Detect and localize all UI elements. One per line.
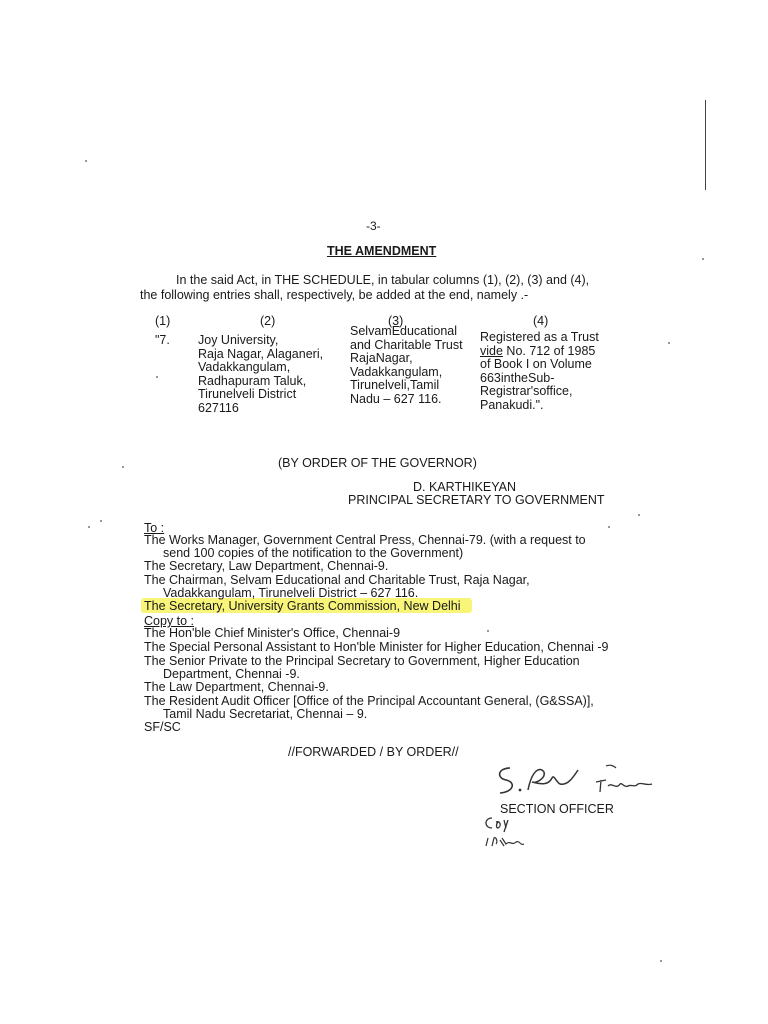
signatory-designation: PRINCIPAL SECRETARY TO GOVERNMENT xyxy=(348,493,605,507)
intro-line-1: In the said Act, in THE SCHEDULE, in tabular columns (1), (2), (3) and (4), xyxy=(176,273,590,287)
registration-text: No. 712 of 1985 xyxy=(502,343,596,358)
recipient-line: send 100 copies of the notification to the Government) xyxy=(163,546,464,560)
order-line: (BY ORDER OF THE GOVERNOR) xyxy=(278,456,477,470)
registration-line xyxy=(480,372,603,386)
trust-line: Vadakkangulam, xyxy=(350,364,443,379)
document-title: THE AMENDMENT xyxy=(327,244,437,258)
entry-institution xyxy=(198,334,323,415)
registration-line: of Book I on Volume xyxy=(480,357,592,371)
trust-line xyxy=(350,379,470,393)
institution-line: Radhapuram Taluk, xyxy=(198,373,307,388)
copy-line: The Law Department, Chennai-9. xyxy=(144,680,329,694)
column-3-header: (3) xyxy=(388,314,404,328)
registration-word: the xyxy=(510,370,528,385)
recipient-line: The Secretary, Law Department, Chennai-9. xyxy=(144,559,389,573)
trust-word: Educational xyxy=(391,324,458,338)
vide-word: vide xyxy=(480,343,503,358)
institution-line: Joy University, xyxy=(198,333,279,347)
registration-line: Panakudi.". xyxy=(480,397,544,412)
forwarded-line: //FORWARDED / BY ORDER// xyxy=(288,745,459,759)
registration-word: in xyxy=(500,370,511,385)
copy-to-heading: Copy to : xyxy=(144,614,195,628)
copy-line: Department, Chennai -9. xyxy=(163,667,300,681)
copy-line: SF/SC xyxy=(144,720,181,734)
copy-line: The Special Personal Assistant to Hon'ble Minister for Higher Education, Chennai -9 xyxy=(144,640,609,654)
column-4-header: (4) xyxy=(533,314,549,328)
trust-line xyxy=(350,325,470,339)
to-heading: To : xyxy=(144,521,165,535)
trust-word: Raja xyxy=(350,351,376,365)
institution-line: Tirunelveli District xyxy=(198,387,297,401)
trust-word: Tirunelveli, xyxy=(350,378,410,392)
column-1-header: (1) xyxy=(155,314,171,328)
trust-line xyxy=(350,352,470,366)
copy-line: Tamil Nadu Secretariat, Chennai – 9. xyxy=(163,707,368,721)
registration-line xyxy=(480,385,603,399)
signatory-name: D. KARTHIKEYAN xyxy=(413,480,517,494)
trust-word: Tamil xyxy=(409,378,440,392)
trust-word: Selvam xyxy=(350,324,392,338)
trust-word: Nagar, xyxy=(375,351,413,365)
registration-line xyxy=(480,345,603,359)
trust-line: and Charitable Trust xyxy=(350,337,463,352)
copy-line: The Hon'ble Chief Minister's Office, Chennai-9 xyxy=(144,626,401,640)
entry-trust xyxy=(350,325,470,406)
institution-line: Vadakkangulam, xyxy=(198,360,291,374)
page-number: -3- xyxy=(366,219,381,233)
registration-line: Registered as a Trust xyxy=(480,330,599,344)
column-2-header: (2) xyxy=(260,314,276,328)
registration-word: 663 xyxy=(480,370,501,385)
entry-serial: "7. xyxy=(155,333,170,347)
copy-line: The Resident Audit Officer [Office of the Principal Accountant General, (G&SSA)], xyxy=(144,694,594,708)
section-officer-label: SECTION OFFICER xyxy=(500,802,614,816)
institution-line: Raja Nagar, Alaganeri, xyxy=(198,346,324,361)
recipient-line: Vadakkangulam, Tirunelveli District – 627 116. xyxy=(163,586,419,600)
recipient-line: The Works Manager, Government Central Press, Chennai-79. (with a request to xyxy=(144,533,586,547)
institution-line: 627116 xyxy=(198,400,239,415)
recipient-line: The Chairman, Selvam Educational and Charitable Trust, Raja Nagar, xyxy=(144,573,530,587)
entry-registration xyxy=(480,331,603,412)
recipient-line-highlighted: The Secretary, University Grants Commission, New Delhi xyxy=(144,599,461,613)
registration-word: office, xyxy=(539,384,573,398)
registration-word: Sub- xyxy=(527,370,555,385)
signature-mark xyxy=(488,760,658,800)
intro-line-2: the following entries shall, respectively, be added at the end, namely .- xyxy=(140,288,529,302)
trust-line: Nadu – 627 116. xyxy=(350,391,442,406)
registration-word: Registrar's xyxy=(480,384,540,398)
handwritten-initials xyxy=(480,812,540,852)
copy-line: The Senior Private to the Principal Secretary to Government, Higher Education xyxy=(144,654,580,668)
scan-edge-line xyxy=(705,100,706,190)
